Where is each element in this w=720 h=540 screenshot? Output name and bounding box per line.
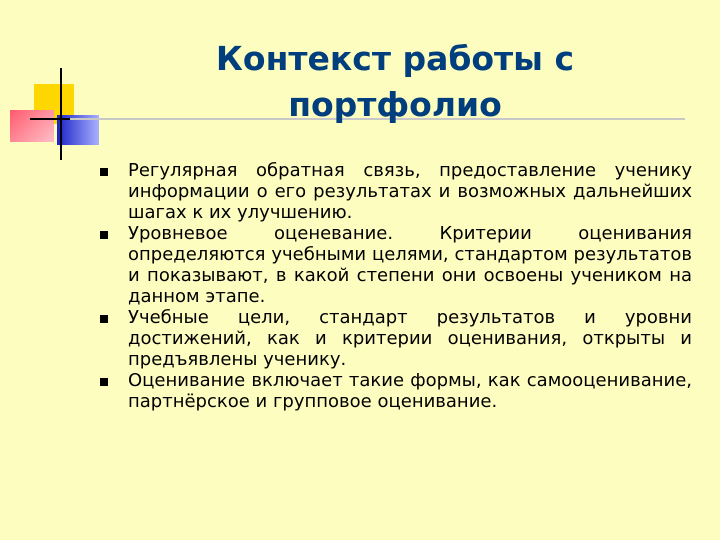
slide-title: Контекст работы с портфолио: [215, 39, 575, 124]
bullet-square-icon: [100, 378, 108, 386]
bullet-item: [96, 307, 692, 370]
decorative-logo-blocks: [0, 0, 110, 170]
bullet-text: Регулярная обратная связь, предоставление ученику информации о его результатах и возможных дальнейших шагах к их улучшению.: [128, 160, 692, 223]
bullet-item: [96, 160, 692, 223]
bullet-text: Уровневое оценевание. Критерии оценивания определяются учебными целями, стандартом результатов и показывают, в какой степени они освоены учеником на данном этапе.: [128, 223, 692, 307]
title-underline-accent: [30, 118, 70, 120]
vertical-divider: [60, 68, 62, 160]
pink-square: [10, 110, 54, 142]
bullet-list: [96, 160, 692, 412]
bullet-text: Оценивание включает такие формы, как самооценивание, партнёрское и групповое оценивание.: [128, 370, 692, 412]
bullet-square-icon: [100, 231, 108, 239]
bullet-text: Учебные цели, стандарт результатов и уровни достижений, как и критерии оценивания, открыты и предъявлены ученику.: [128, 307, 692, 370]
bullet-square-icon: [100, 315, 108, 323]
bullet-item: [96, 370, 692, 412]
bullet-item: [96, 223, 692, 307]
bullet-square-icon: [100, 168, 108, 176]
